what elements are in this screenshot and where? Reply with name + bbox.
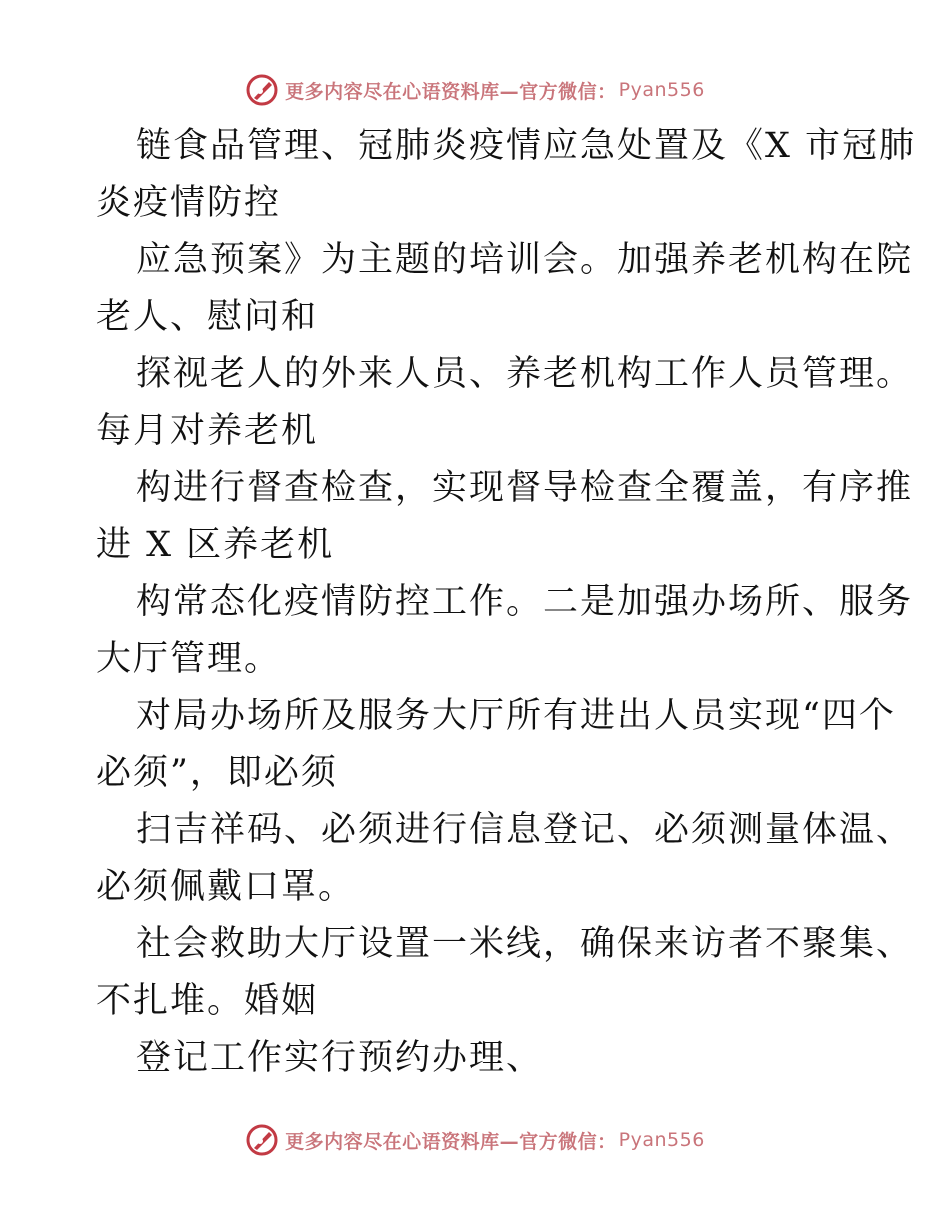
body-line: 大厅管理。 xyxy=(96,639,282,679)
document-body xyxy=(96,118,917,1087)
header-watermark xyxy=(0,70,950,110)
body-line: 炎疫情防控 xyxy=(96,183,282,223)
body-line: 链食品管理、冠肺炎疫情应急处置及《X 市冠肺 xyxy=(136,126,917,166)
body-line: 应急预案》为主题的培训会。加强养老机构在院 xyxy=(136,240,914,280)
watermark-text: 更多内容尽在心语资料库—官方微信： xyxy=(285,1130,617,1153)
body-line: 社会救助大厅设置一米线，确保来访者不聚集、 xyxy=(136,924,914,964)
body-line: 不扎堆。婚姻 xyxy=(96,981,319,1021)
quill-seal-icon xyxy=(245,73,279,107)
body-line: 必须”，即必须 xyxy=(96,753,338,793)
body-line: 对局办场所及服务大厅所有进出人员实现“四个 xyxy=(136,696,896,736)
body-line: 登记工作实行预约办理、 xyxy=(136,1038,544,1078)
body-line: 探视老人的外来人员、养老机构工作人员管理。 xyxy=(136,354,914,394)
body-line: 构进行督查检查，实现督导检查全覆盖，有序推 xyxy=(136,468,914,508)
watermark-wechat-id: Pyan556 xyxy=(618,1129,705,1151)
footer-watermark xyxy=(0,1120,950,1160)
body-line: 进 X 区养老机 xyxy=(96,525,335,565)
body-line: 每月对养老机 xyxy=(96,411,319,451)
watermark-text: 更多内容尽在心语资料库—官方微信： xyxy=(285,80,617,103)
body-line: 构常态化疫情防控工作。二是加强办场所、服务 xyxy=(136,582,914,622)
watermark-wechat-id: Pyan556 xyxy=(618,79,705,101)
body-line: 老人、慰问和 xyxy=(96,297,319,337)
body-line: 必须佩戴口罩。 xyxy=(96,867,356,907)
quill-seal-icon xyxy=(245,1123,279,1157)
body-line: 扫吉祥码、必须进行信息登记、必须测量体温、 xyxy=(136,810,914,850)
